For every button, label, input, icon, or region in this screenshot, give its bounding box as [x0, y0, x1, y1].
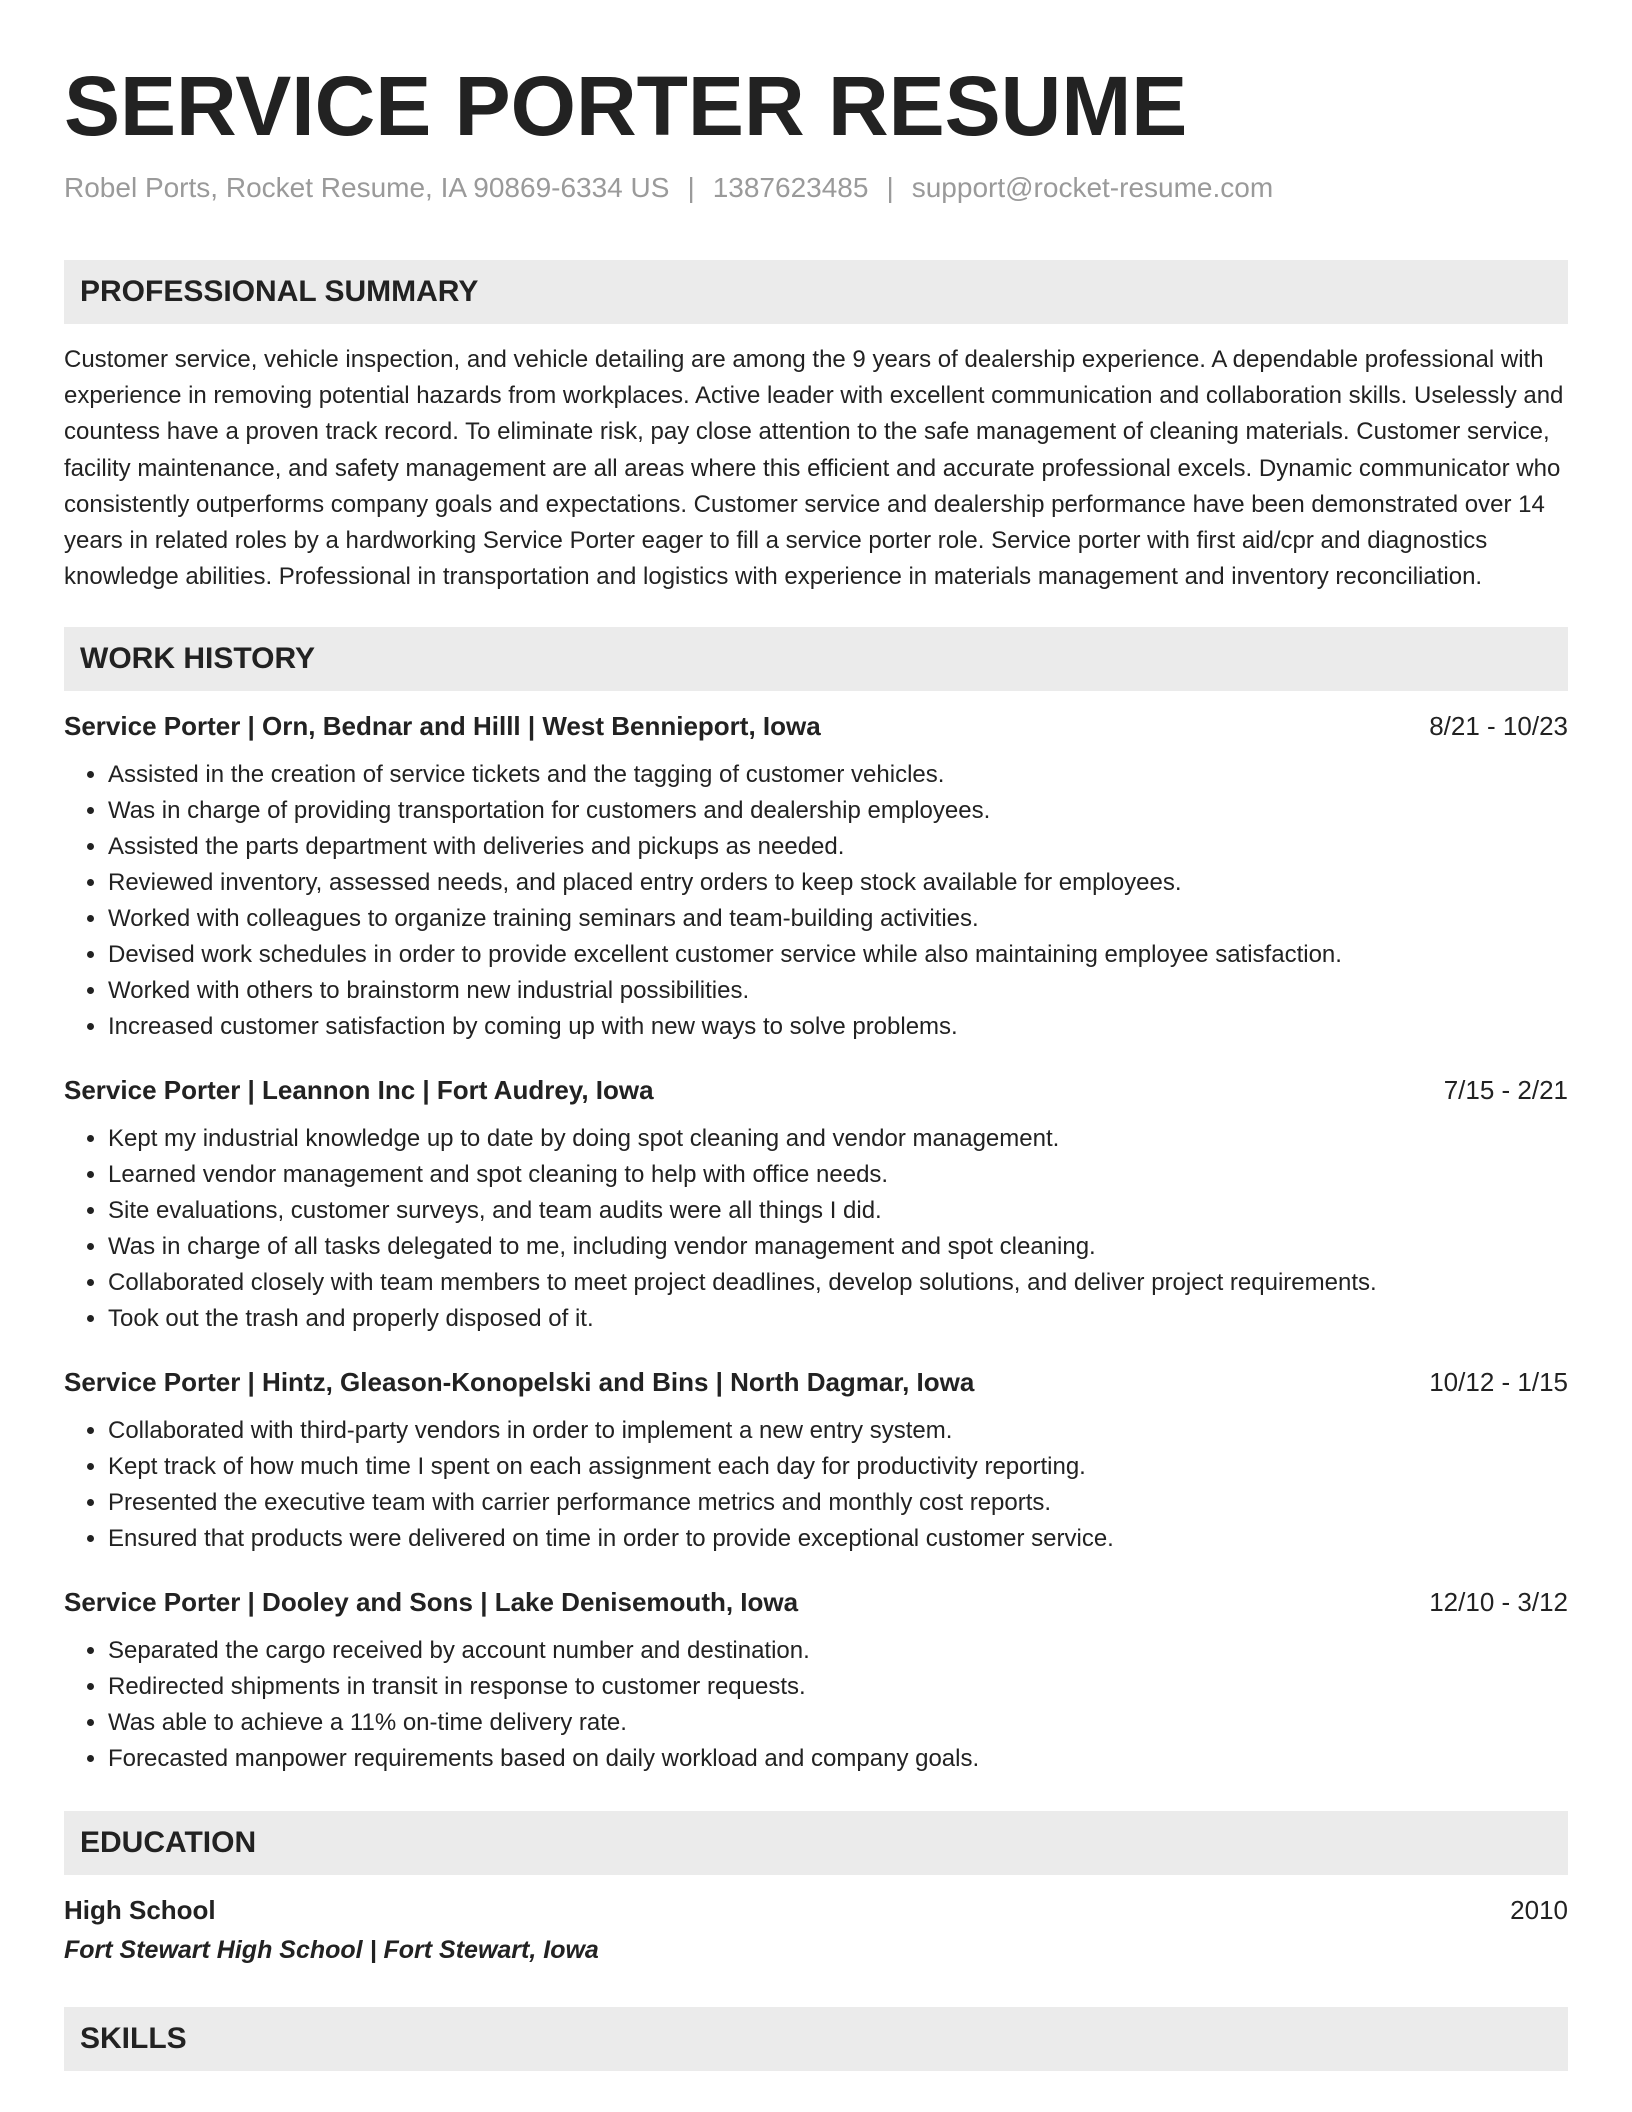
list-item: • Learned vendor management and spot cleaning to help with office needs.	[108, 1157, 1568, 1193]
job-header	[64, 709, 1568, 743]
job-heading: Service Porter | Leannon Inc | Fort Audrey, Iowa	[64, 1075, 654, 1106]
job-bullets	[64, 757, 1568, 1045]
job-dates: 7/15 - 2/21	[1443, 1075, 1568, 1106]
list-item: • Was able to achieve a 11% on-time delivery rate.	[108, 1705, 1568, 1741]
job-header	[64, 1073, 1568, 1107]
list-item: • Collaborated with third-party vendors in order to implement a new entry system.	[108, 1413, 1568, 1449]
list-item: • Was in charge of providing transportation for customers and dealership employees.	[108, 793, 1568, 829]
contact-separator: |	[886, 172, 894, 203]
list-item: • Worked with others to brainstorm new industrial possibilities.	[108, 973, 1568, 1009]
list-item: • Increased customer satisfaction by coming up with new ways to solve problems.	[108, 1009, 1568, 1045]
job-entry	[64, 1585, 1568, 1777]
resume-title: SERVICE PORTER RESUME	[64, 59, 1188, 153]
section-header-skills: SKILLS	[64, 2007, 1568, 2071]
job-entry	[64, 709, 1568, 1045]
list-item: • Redirected shipments in transit in response to customer requests.	[108, 1669, 1568, 1705]
section-header-summary: PROFESSIONAL SUMMARY	[64, 260, 1568, 324]
job-bullets	[64, 1633, 1568, 1777]
contact-line	[64, 170, 1568, 206]
contact-phone: 1387623485	[712, 172, 869, 203]
job-entry	[64, 1073, 1568, 1337]
education-header	[64, 1891, 1568, 1929]
section-header-education: EDUCATION	[64, 1811, 1568, 1875]
list-item: • Kept my industrial knowledge up to date by doing spot cleaning and vendor management.	[108, 1121, 1568, 1157]
job-dates: 8/21 - 10/23	[1429, 711, 1568, 742]
job-dates: 10/12 - 1/15	[1429, 1367, 1568, 1398]
education-entry	[64, 1891, 1568, 1969]
list-item: • Kept track of how much time I spent on each assignment each day for productivity reporting.	[108, 1449, 1568, 1485]
work-history-list	[64, 709, 1568, 1777]
list-item: • Reviewed inventory, assessed needs, and placed entry orders to keep stock available for employees.	[108, 865, 1568, 901]
job-bullets	[64, 1413, 1568, 1557]
list-item: • Assisted the parts department with deliveries and pickups as needed.	[108, 829, 1568, 865]
contact-separator: |	[687, 172, 695, 203]
list-item: • Worked with colleagues to organize training seminars and team-building activities.	[108, 901, 1568, 937]
job-bullets	[64, 1121, 1568, 1337]
job-heading: Service Porter | Orn, Bednar and Hilll | West Bennieport, Iowa	[64, 711, 821, 742]
list-item: • Separated the cargo received by account number and destination.	[108, 1633, 1568, 1669]
list-item: • Collaborated closely with team members to meet project deadlines, develop solutions, and deliver project requirements.	[108, 1265, 1568, 1301]
job-entry	[64, 1365, 1568, 1557]
professional-summary-text: Customer service, vehicle inspection, and vehicle detailing are among the 9 years of dealership experience. A dependable professional with experience in removing potential hazards from workplaces. Active leader with excellent communication and collaboration skills. Uselessly and countess have a proven track record. To eliminate risk, pay close attention to the safe management of cleaning materials. Customer service, facility maintenance, and safety management are all areas where this efficient and accurate professional excels. Dynamic communicator who consistently outperforms company goals and expectations. Customer service and dealership performance have been demonstrated over 14 years in related roles by a hardworking Service Porter eager to fill a service porter role. Service porter with first aid/cpr and diagnostics knowledge abilities. Professional in transportation and logistics with experience in materials management and inventory reconciliation.	[64, 346, 1564, 591]
job-dates: 12/10 - 3/12	[1429, 1587, 1568, 1618]
list-item: • Took out the trash and properly disposed of it.	[108, 1301, 1568, 1337]
job-header	[64, 1585, 1568, 1619]
contact-email: support@rocket-resume.com	[911, 172, 1274, 203]
contact-address: Robel Ports, Rocket Resume, IA 90869-6334 US	[64, 172, 670, 203]
list-item: • Forecasted manpower requirements based on daily workload and company goals.	[108, 1741, 1568, 1777]
list-item: • Presented the executive team with carrier performance metrics and monthly cost reports.	[108, 1485, 1568, 1521]
list-item: • Was in charge of all tasks delegated to me, including vendor management and spot cleaning.	[108, 1229, 1568, 1265]
section-header-work-history: WORK HISTORY	[64, 627, 1568, 691]
job-header	[64, 1365, 1568, 1399]
education-school: Fort Stewart High School | Fort Stewart, Iowa	[64, 1936, 599, 1965]
job-heading: Service Porter | Hintz, Gleason-Konopelski and Bins | North Dagmar, Iowa	[64, 1367, 975, 1398]
list-item: • Site evaluations, customer surveys, and team audits were all things I did.	[108, 1193, 1568, 1229]
list-item: • Ensured that products were delivered on time in order to provide exceptional customer service.	[108, 1521, 1568, 1557]
list-item: • Devised work schedules in order to provide excellent customer service while also maintaining employee satisfaction.	[108, 937, 1568, 973]
job-heading: Service Porter | Dooley and Sons | Lake Denisemouth, Iowa	[64, 1587, 799, 1618]
education-year: 2010	[1510, 1895, 1568, 1926]
education-degree: High School	[64, 1895, 216, 1926]
list-item: • Assisted in the creation of service tickets and the tagging of customer vehicles.	[108, 757, 1568, 793]
